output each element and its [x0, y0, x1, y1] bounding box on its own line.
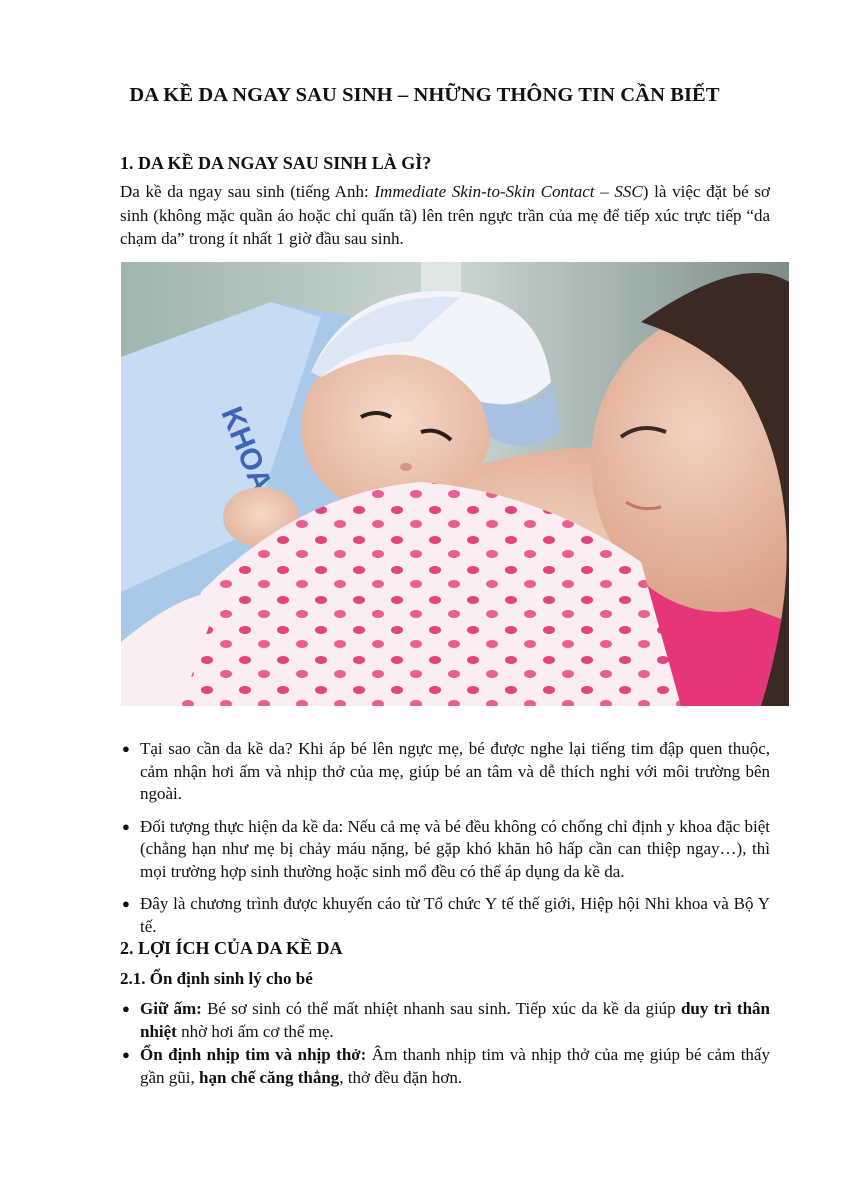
benefit-text: Bé sơ sinh có thể mất nhiệt nhanh sau sinh. Tiếp xúc da kề da giúp: [201, 999, 681, 1018]
section-2-1-heading: 2.1. Ổn định sinh lý cho bé: [120, 969, 313, 988]
benefit-emphasis: duy trì thân nhiệt: [140, 999, 770, 1041]
benefit-text: , thở đều đặn hơn.: [339, 1067, 463, 1087]
benefit-label: Ổn định nhịp tim và nhịp thở:: [140, 1045, 367, 1064]
bullet-icon: ●: [122, 818, 130, 834]
intro-text-start: Da kề da ngay sau sinh (tiếng Anh:: [120, 182, 375, 201]
list-item: [120, 816, 770, 884]
bullet-icon: ●: [122, 1047, 130, 1062]
list-item-text: Đối tượng thực hiện da kề da: Nếu cả mẹ và bé đều không có chống chỉ định y khoa đặc biệt (chẳng hạn như mẹ bị chảy máu nặng, bé gặp khó khăn hô hấp cần can thiệp ngay…), thì mọi trường hợp sinh thường hoặc sinh mổ đều có thể áp dụng da kề da.: [140, 816, 770, 881]
document-title: DA KỀ DA NGAY SAU SINH – NHỮNG THÔNG TIN CẦN BIẾT: [129, 84, 720, 106]
list-item-text: Tại sao cần da kề da? Khi áp bé lên ngực mẹ, bé được nghe lại tiếng tim đập quen thuộc, cảm nhận hơi ấm và nhịp thở của mẹ, giúp bé an tâm và dễ thích nghi với môi trường bên ngoài.: [140, 739, 770, 803]
benefit-text: Âm thanh nhịp tim và nhịp thở của mẹ giúp bé cảm thấy gần gũi,: [140, 1045, 770, 1087]
key-points-list: [120, 738, 770, 948]
list-item: [120, 1044, 770, 1089]
section-1-heading: 1. DA KỀ DA NGAY SAU SINH LÀ GÌ?: [120, 153, 432, 173]
bullet-icon: ●: [122, 1001, 130, 1016]
list-item: [120, 998, 770, 1043]
benefit-emphasis: hạn chế căng thẳng: [199, 1067, 340, 1087]
benefit-text: nhờ hơi ấm cơ thể mẹ.: [176, 1021, 334, 1041]
bullet-icon: ●: [122, 741, 130, 756]
list-item: [120, 738, 770, 806]
intro-term-english: Immediate Skin-to-Skin Contact – SSC: [374, 182, 643, 201]
intro-text-end: ) là việc đặt bé sơ sinh (không mặc quần áo hoặc chỉ quấn tã) lên trên ngực trần của mẹ để tiếp xúc trực tiếp “da chạm da” trong ít nhất 1 giờ đầu sau sinh.: [120, 182, 770, 248]
newborn-skin-to-skin-photo: [121, 262, 789, 706]
section-2-heading: 2. LỢI ÍCH CỦA DA KỀ DA: [120, 938, 343, 958]
list-item-text: Đây là chương trình được khuyến cáo từ Tổ chức Y tế thế giới, Hiệp hội Nhi khoa và Bộ Y tế.: [140, 894, 770, 936]
section-1-intro: [120, 180, 770, 251]
benefit-label: Giữ ấm:: [140, 999, 202, 1018]
towel-print-text: KHOA: [214, 402, 278, 496]
bullet-icon: ●: [122, 896, 130, 911]
benefits-list: [120, 998, 770, 1090]
list-item: [120, 893, 770, 938]
